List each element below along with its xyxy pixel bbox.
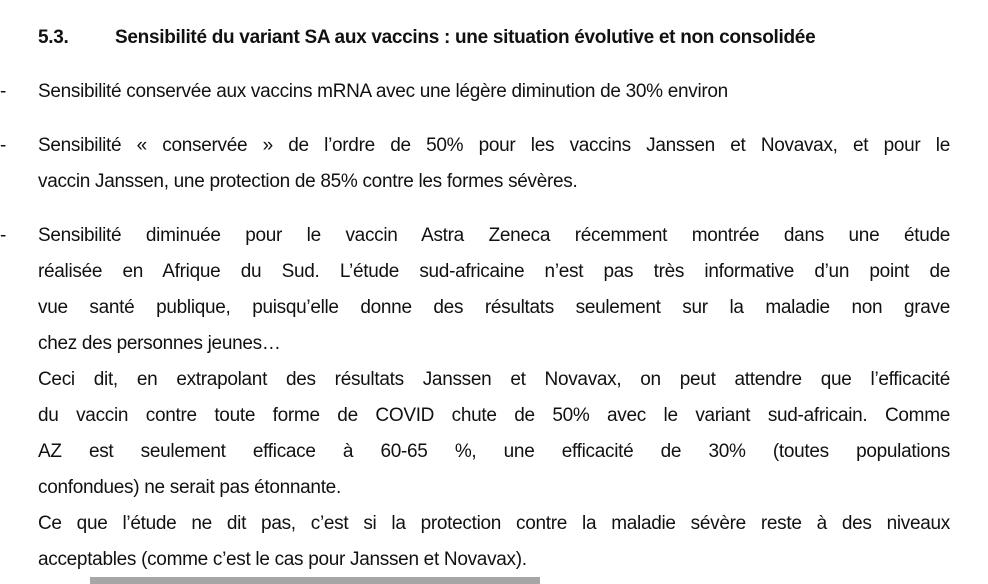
bullet-item [0,74,950,110]
bullet-dash-marker: - [0,225,7,246]
bullet-item [0,218,950,578]
paragraph [38,128,950,200]
text-line: du vaccin contre toute forme de COVID chute de 50% avec le variant sud-africain. Comme [38,405,950,426]
paragraph [38,506,950,578]
section-number: 5.3. [38,27,69,48]
text-line: Ceci dit, en extrapolant des résultats Janssen et Novavax, on peut attendre que l’efficacité [38,369,950,390]
paragraph [38,362,950,506]
bullet-dash-marker: - [0,81,7,102]
section-title: Sensibilité du variant SA aux vaccins : une situation évolutive et non consolidée [115,27,816,48]
text-line: vaccin Janssen, une protection de 85% contre les formes sévères. [38,171,578,192]
bullet-list [0,74,950,578]
document-content [0,20,950,578]
text-line: Ce que l’étude ne dit pas, c’est si la protection contre la maladie sévère reste à des niveaux [38,513,950,534]
text-line: confondues) ne serait pas étonnante. [38,477,341,498]
text-line: Sensibilité « conservée » de l’ordre de 50% pour les vaccins Janssen et Novavax, et pour le [38,135,950,156]
text-line: chez des personnes jeunes… [38,333,281,354]
text-line: réalisée en Afrique du Sud. L’étude sud-africaine n’est pas très informative d’un point de [38,261,950,282]
paragraph [38,74,950,110]
text-line: Sensibilité diminuée pour le vaccin Astra Zeneca récemment montrée dans une étude [38,225,950,246]
bullet-dash-marker: - [0,135,7,156]
bullet-item [0,128,950,200]
text-line: AZ est seulement efficace à 60-65 %, une efficacité de 30% (toutes populations [38,441,950,462]
section-heading [38,20,950,56]
text-line: Sensibilité conservée aux vaccins mRNA avec une légère diminution de 30% environ [38,81,728,102]
text-line: acceptables (comme c’est le cas pour Janssen et Novavax). [38,549,527,570]
paragraph [38,218,950,362]
text-line: vue santé publique, puisqu’elle donne des résultats seulement sur la maladie non grave [38,297,950,318]
next-line-fragment [90,577,540,584]
